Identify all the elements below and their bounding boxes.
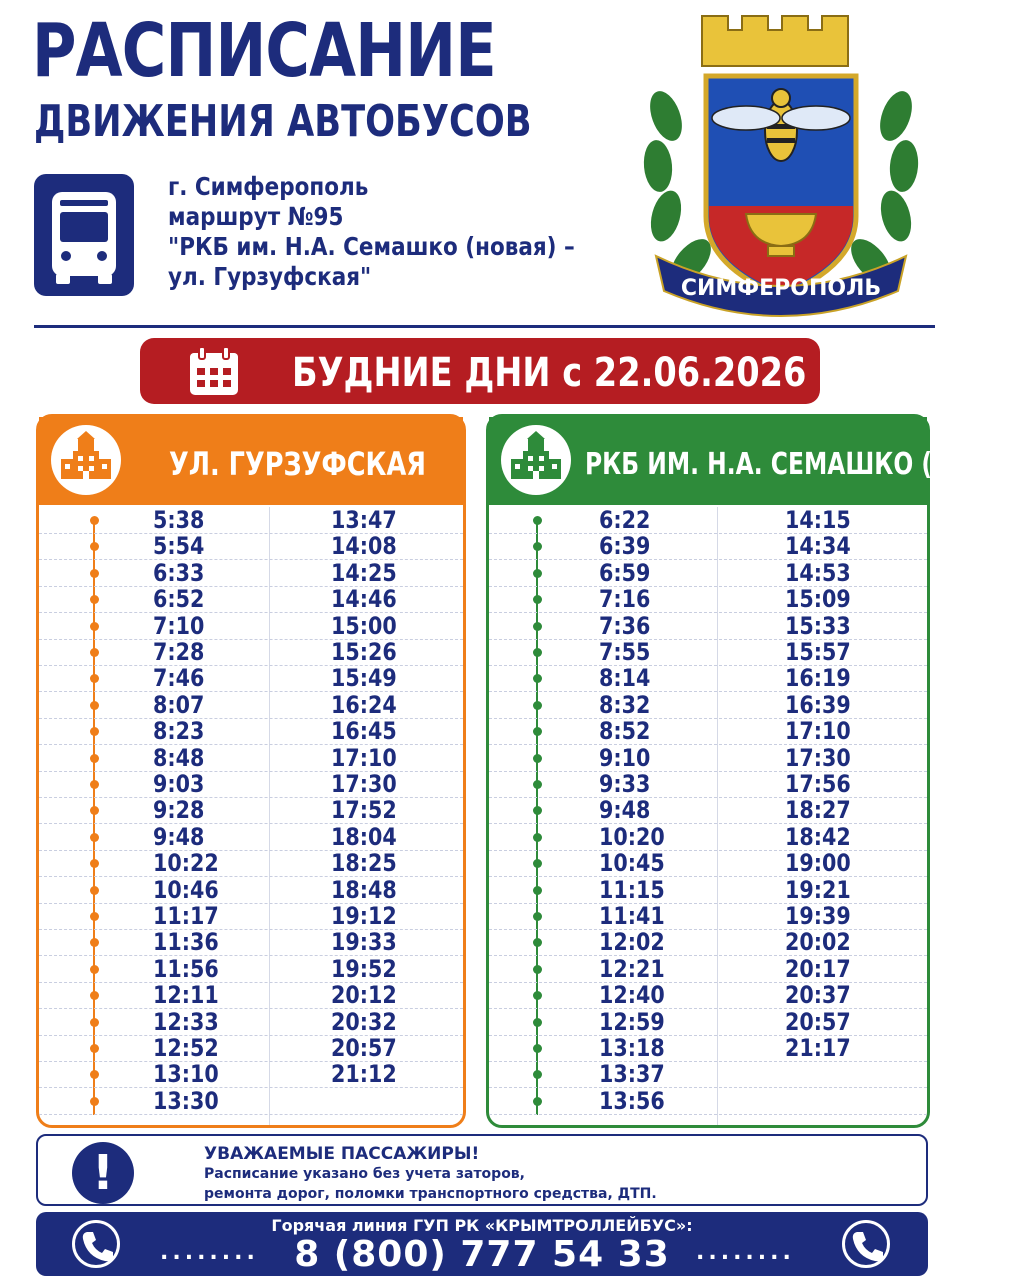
table-row bbox=[489, 1035, 927, 1062]
departure-time: 14:15 bbox=[785, 506, 851, 534]
departure-time: 9:28 bbox=[153, 796, 205, 825]
hotline-phone[interactable]: 8 (800) 777 54 33 bbox=[294, 1234, 670, 1275]
departure-time: 14:46 bbox=[331, 585, 397, 614]
notice-line: Расписание указано без учета заторов, bbox=[204, 1166, 525, 1182]
page-title: РАСПИСАНИЕ bbox=[32, 8, 496, 94]
table-row bbox=[39, 877, 463, 904]
timeline-dot bbox=[90, 1097, 99, 1106]
timeline-dot bbox=[533, 1044, 542, 1053]
timeline-dot bbox=[90, 674, 99, 683]
departure-time: 13:37 bbox=[599, 1060, 665, 1089]
departure-time: 20:37 bbox=[785, 981, 851, 1010]
stop-name: УЛ. ГУРЗУФСКАЯ bbox=[169, 445, 426, 483]
departure-time: 14:25 bbox=[331, 558, 397, 587]
route-number: маршрут №95 bbox=[168, 202, 344, 231]
notice-title: УВАЖАЕМЫЕ ПАССАЖИРЫ! bbox=[204, 1144, 480, 1164]
departure-time: 15:49 bbox=[331, 664, 397, 693]
timeline-dot bbox=[533, 886, 542, 895]
departure-time: 15:26 bbox=[331, 638, 397, 666]
timeline-dot bbox=[90, 569, 99, 578]
timeline-dot bbox=[533, 674, 542, 683]
building-icon bbox=[501, 425, 571, 495]
table-row bbox=[489, 639, 927, 666]
table-row bbox=[489, 560, 927, 587]
departure-time: 9:10 bbox=[599, 743, 651, 772]
table-row bbox=[489, 877, 927, 904]
timeline-dot bbox=[533, 595, 542, 604]
departure-time: 12:11 bbox=[153, 981, 219, 1010]
departure-time: 19:12 bbox=[331, 902, 397, 930]
timeline-dot bbox=[90, 833, 99, 842]
departure-time: 18:42 bbox=[785, 822, 851, 851]
timeline-dot bbox=[90, 727, 99, 736]
departure-time: 20:02 bbox=[785, 928, 851, 957]
departure-time: 15:57 bbox=[785, 638, 851, 666]
departure-time: 12:33 bbox=[153, 1007, 219, 1036]
table-row bbox=[489, 613, 927, 640]
timeline-dot bbox=[90, 806, 99, 815]
table-row bbox=[489, 586, 927, 613]
departure-time: 11:41 bbox=[599, 902, 665, 930]
calendar-icon bbox=[188, 347, 240, 397]
departure-time: 17:56 bbox=[785, 770, 851, 798]
departure-time: 19:21 bbox=[785, 875, 851, 904]
bus-icon bbox=[34, 174, 134, 296]
table-row bbox=[489, 718, 927, 745]
schedule-banner bbox=[140, 338, 849, 404]
stop-name: РКБ ИМ. Н.А. СЕМАШКО (НОВАЯ) bbox=[585, 447, 1036, 482]
table-row bbox=[39, 956, 463, 983]
table-row bbox=[489, 1088, 927, 1115]
departure-time: 10:22 bbox=[153, 849, 219, 878]
table-row bbox=[489, 982, 927, 1009]
departure-time: 7:10 bbox=[153, 611, 205, 640]
table-row bbox=[39, 507, 463, 534]
departure-time: 16:24 bbox=[331, 690, 397, 719]
departure-time: 21:17 bbox=[785, 1034, 851, 1062]
departure-time: 17:52 bbox=[331, 796, 397, 825]
table-row bbox=[39, 982, 463, 1009]
table-row bbox=[489, 903, 927, 930]
timeline-dot bbox=[533, 991, 542, 1000]
departure-time: 18:25 bbox=[331, 849, 397, 878]
departure-time: 10:45 bbox=[599, 849, 665, 878]
departure-time: 19:00 bbox=[785, 849, 851, 878]
departure-time: 15:00 bbox=[331, 611, 397, 640]
panel-header bbox=[489, 417, 1036, 505]
table-row bbox=[39, 824, 463, 851]
departure-time: 14:08 bbox=[331, 532, 397, 561]
timeline-dot bbox=[90, 965, 99, 974]
table-row bbox=[489, 850, 927, 877]
timeline-dot bbox=[90, 886, 99, 895]
table-row bbox=[39, 771, 463, 798]
panel-header bbox=[39, 417, 463, 505]
timeline-dot bbox=[533, 516, 542, 525]
page-subtitle: ДВИЖЕНИЯ АВТОБУСОВ bbox=[34, 96, 532, 147]
timeline-dot bbox=[90, 701, 99, 710]
timeline-dot bbox=[533, 542, 542, 551]
table-row bbox=[39, 929, 463, 956]
table-row bbox=[489, 929, 927, 956]
timeline-dot bbox=[90, 542, 99, 551]
table-row bbox=[39, 1061, 463, 1088]
departure-time: 15:33 bbox=[785, 611, 851, 640]
departure-time: 14:34 bbox=[785, 532, 851, 561]
timeline-dot bbox=[533, 780, 542, 789]
timeline-dot bbox=[533, 806, 542, 815]
table-row bbox=[489, 533, 927, 560]
table-row bbox=[39, 665, 463, 692]
departure-time: 12:21 bbox=[599, 954, 665, 983]
timeline-dot bbox=[90, 780, 99, 789]
departure-time: 7:28 bbox=[153, 638, 205, 666]
departure-time: 7:36 bbox=[599, 611, 651, 640]
table-row bbox=[489, 797, 927, 824]
timeline-dot bbox=[90, 1070, 99, 1079]
table-row bbox=[489, 507, 927, 534]
departure-time: 7:46 bbox=[153, 664, 205, 693]
schedule-panel-semashko bbox=[486, 414, 1036, 1128]
table-row bbox=[489, 745, 927, 772]
table-row bbox=[39, 1009, 463, 1036]
timeline-dot bbox=[533, 648, 542, 657]
departure-time: 16:45 bbox=[331, 717, 397, 746]
departure-time: 6:33 bbox=[153, 558, 205, 587]
departure-time: 7:16 bbox=[599, 585, 651, 614]
table-row bbox=[39, 1035, 463, 1062]
route-name-line1: "РКБ им. Н.А. Семашко (новая) – bbox=[168, 232, 575, 261]
departure-time: 18:48 bbox=[331, 875, 397, 904]
departure-time: 19:52 bbox=[331, 954, 397, 983]
departure-time: 20:17 bbox=[785, 954, 851, 983]
departure-time: 6:59 bbox=[599, 558, 651, 587]
notice-line: ремонта дорог, поломки транспортного средства, ДТП. bbox=[204, 1186, 657, 1202]
table-row bbox=[39, 533, 463, 560]
departure-time: 14:53 bbox=[785, 558, 851, 587]
departure-time: 8:14 bbox=[599, 664, 651, 693]
departure-time: 8:52 bbox=[599, 717, 651, 746]
timeline-dot bbox=[533, 938, 542, 947]
table-row bbox=[39, 745, 463, 772]
departure-time: 13:18 bbox=[599, 1034, 665, 1062]
table-row bbox=[39, 797, 463, 824]
table-row bbox=[39, 586, 463, 613]
timeline-dot bbox=[533, 754, 542, 763]
table-row bbox=[489, 824, 927, 851]
departure-time: 8:23 bbox=[153, 717, 205, 746]
departure-time: 11:56 bbox=[153, 954, 219, 983]
table-row bbox=[39, 692, 463, 719]
hotline-label: Горячая линия ГУП РК «КРЫМТРОЛЛЕЙБУС»: bbox=[271, 1216, 693, 1235]
departure-time: 11:17 bbox=[153, 902, 219, 930]
route-info bbox=[168, 172, 575, 292]
departure-time: 16:19 bbox=[785, 664, 851, 693]
departure-time: 19:39 bbox=[785, 902, 851, 930]
departure-time: 11:15 bbox=[599, 875, 665, 904]
departure-time: 18:04 bbox=[331, 822, 397, 851]
departure-time: 12:52 bbox=[153, 1034, 219, 1062]
departure-time: 8:07 bbox=[153, 690, 205, 719]
timeline-dot bbox=[533, 569, 542, 578]
departure-time: 12:02 bbox=[599, 928, 665, 957]
departure-time: 17:30 bbox=[785, 743, 851, 772]
departure-time: 6:52 bbox=[153, 585, 205, 614]
exclamation-icon: ! bbox=[72, 1142, 134, 1204]
hotline-footer bbox=[36, 1212, 928, 1276]
decorative-dots: ........ bbox=[160, 1240, 259, 1265]
table-row bbox=[489, 692, 927, 719]
timeline-dot bbox=[90, 1018, 99, 1027]
departure-time: 11:36 bbox=[153, 928, 219, 957]
city-label: г. Симферополь bbox=[168, 172, 369, 201]
table-row bbox=[489, 665, 927, 692]
timeline-dot bbox=[90, 622, 99, 631]
timeline-dot bbox=[90, 595, 99, 604]
departure-time: 8:32 bbox=[599, 690, 651, 719]
timeline-dot bbox=[90, 991, 99, 1000]
table-row bbox=[39, 613, 463, 640]
departure-time: 15:09 bbox=[785, 585, 851, 614]
timeline-dot bbox=[90, 648, 99, 657]
departure-time: 5:38 bbox=[153, 506, 205, 534]
schedule-panel-gurzufskaya bbox=[36, 414, 466, 1128]
timeline-dot bbox=[90, 516, 99, 525]
header-divider bbox=[34, 325, 935, 328]
timeline-dot bbox=[533, 912, 542, 921]
departure-time: 12:40 bbox=[599, 981, 665, 1010]
departure-time: 16:39 bbox=[785, 690, 851, 719]
departure-time: 21:12 bbox=[331, 1060, 397, 1089]
departure-time: 13:30 bbox=[153, 1086, 219, 1115]
departure-time: 19:33 bbox=[331, 928, 397, 957]
table-row bbox=[489, 1009, 927, 1036]
timeline-dot bbox=[90, 1044, 99, 1053]
coat-ribbon-text: СИМФЕРОПОЛЬ bbox=[680, 276, 882, 301]
phone-icon bbox=[842, 1220, 890, 1268]
timeline-dot bbox=[90, 754, 99, 763]
departure-time: 18:27 bbox=[785, 796, 851, 825]
departure-time: 17:10 bbox=[785, 717, 851, 746]
departure-time: 9:48 bbox=[153, 822, 205, 851]
timeline-dot bbox=[533, 1097, 542, 1106]
timeline-dot bbox=[533, 701, 542, 710]
timeline-dot bbox=[533, 833, 542, 842]
departure-time: 17:30 bbox=[331, 770, 397, 798]
departure-time: 6:39 bbox=[599, 532, 651, 561]
timeline-dot bbox=[90, 938, 99, 947]
departure-time: 20:12 bbox=[331, 981, 397, 1010]
timetable bbox=[39, 507, 463, 1125]
departure-time: 20:57 bbox=[785, 1007, 851, 1036]
timeline-dot bbox=[90, 859, 99, 868]
passenger-notice bbox=[36, 1134, 928, 1206]
departure-time: 10:46 bbox=[153, 875, 219, 904]
timetable bbox=[489, 507, 927, 1125]
departure-time: 5:54 bbox=[153, 532, 205, 561]
timeline-dot bbox=[533, 965, 542, 974]
table-row bbox=[39, 1088, 463, 1115]
departure-time: 6:22 bbox=[599, 506, 651, 534]
decorative-dots: ........ bbox=[696, 1240, 795, 1265]
building-icon bbox=[51, 425, 121, 495]
departure-time: 9:33 bbox=[599, 770, 651, 798]
timeline-dot bbox=[533, 1018, 542, 1027]
table-row bbox=[39, 560, 463, 587]
table-row bbox=[39, 903, 463, 930]
schedule-banner-text: БУДНИЕ ДНИ с 22.06.2026 г. bbox=[292, 350, 849, 396]
table-row bbox=[39, 639, 463, 666]
timeline-dot bbox=[533, 622, 542, 631]
timeline-dot bbox=[90, 912, 99, 921]
table-row bbox=[489, 956, 927, 983]
timeline-dot bbox=[533, 1070, 542, 1079]
departure-time: 17:10 bbox=[331, 743, 397, 772]
departure-time: 13:47 bbox=[331, 506, 397, 534]
route-name-line2: ул. Гурзуфская" bbox=[168, 262, 372, 291]
departure-time: 20:57 bbox=[331, 1034, 397, 1062]
departure-time: 9:48 bbox=[599, 796, 651, 825]
table-row bbox=[39, 850, 463, 877]
departure-time: 7:55 bbox=[599, 638, 651, 666]
departure-time: 12:59 bbox=[599, 1007, 665, 1036]
departure-time: 10:20 bbox=[599, 822, 665, 851]
timeline-dot bbox=[533, 859, 542, 868]
timeline-dot bbox=[533, 727, 542, 736]
departure-time: 13:56 bbox=[599, 1086, 665, 1115]
departure-time: 9:03 bbox=[153, 770, 205, 798]
departure-time: 13:10 bbox=[153, 1060, 219, 1089]
departure-time: 8:48 bbox=[153, 743, 205, 772]
departure-time: 20:32 bbox=[331, 1007, 397, 1036]
coat-of-arms bbox=[636, 6, 926, 326]
table-row bbox=[489, 1061, 927, 1088]
table-row bbox=[489, 771, 927, 798]
table-row bbox=[39, 718, 463, 745]
